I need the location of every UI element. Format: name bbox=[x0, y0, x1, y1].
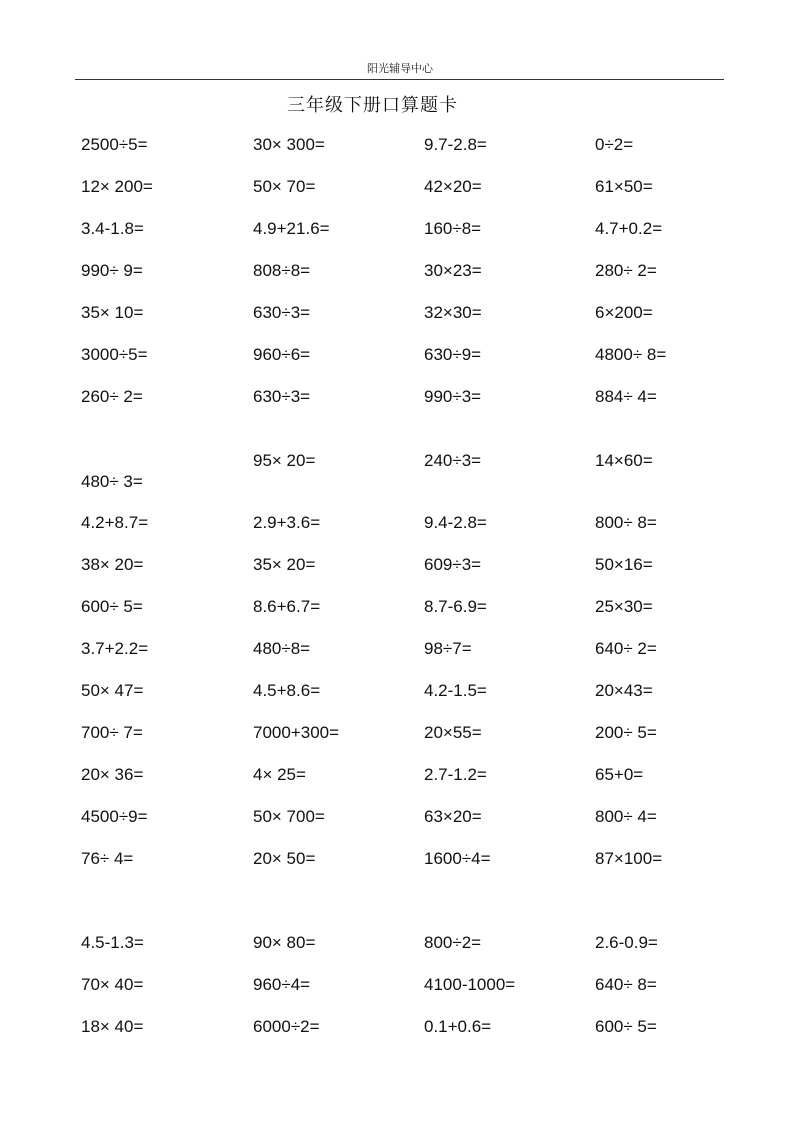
problem-cell: 800÷ 4= bbox=[595, 807, 657, 826]
problem-row bbox=[0, 511, 800, 537]
problem-row bbox=[0, 763, 800, 789]
problem-cell: 160÷8= bbox=[424, 219, 482, 238]
problem-cell: 76÷ 4= bbox=[81, 849, 134, 868]
problem-cell: 50×16= bbox=[595, 555, 653, 574]
problem-cell: 6×200= bbox=[595, 303, 653, 322]
problem-row bbox=[0, 973, 800, 999]
header-divider bbox=[75, 79, 724, 80]
problem-cell: 30×23= bbox=[424, 261, 482, 280]
problem-cell: 200÷ 5= bbox=[595, 723, 657, 742]
problem-row bbox=[0, 553, 800, 579]
problem-cell: 90× 80= bbox=[253, 933, 316, 952]
problem-cell: 600÷ 5= bbox=[81, 597, 143, 616]
problem-cell: 800÷ 8= bbox=[595, 513, 657, 532]
problem-cell: 960÷4= bbox=[253, 975, 311, 994]
problem-row bbox=[0, 1015, 800, 1041]
problem-cell: 4.5+8.6= bbox=[253, 681, 321, 700]
problem-cell: 9.4-2.8= bbox=[424, 513, 487, 532]
problem-cell: 70× 40= bbox=[81, 975, 144, 994]
problem-row bbox=[0, 637, 800, 663]
problem-cell: 98÷7= bbox=[424, 639, 472, 658]
problem-cell: 240÷3= bbox=[424, 451, 482, 470]
problem-row bbox=[0, 931, 800, 957]
problem-cell: 630÷3= bbox=[253, 303, 311, 322]
problem-cell: 280÷ 2= bbox=[595, 261, 657, 280]
problem-row bbox=[0, 679, 800, 705]
problem-cell: 4500÷9= bbox=[81, 807, 148, 826]
problem-cell: 4800÷ 8= bbox=[595, 345, 667, 364]
problem-cell: 2.6-0.9= bbox=[595, 933, 658, 952]
problem-cell: 800÷2= bbox=[424, 933, 482, 952]
problem-cell: 990÷3= bbox=[424, 387, 482, 406]
problem-cell: 808÷8= bbox=[253, 261, 311, 280]
problem-cell: 7000+300= bbox=[253, 723, 340, 742]
problem-row bbox=[0, 343, 800, 369]
problem-cell: 990÷ 9= bbox=[81, 261, 143, 280]
problem-cell: 260÷ 2= bbox=[81, 387, 143, 406]
problem-cell: 4.2+8.7= bbox=[81, 513, 149, 532]
problem-row bbox=[0, 847, 800, 873]
problem-row bbox=[0, 133, 800, 159]
problem-cell: 63×20= bbox=[424, 807, 482, 826]
problem-cell: 3.7+2.2= bbox=[81, 639, 149, 658]
problem-cell: 2.9+3.6= bbox=[253, 513, 321, 532]
problem-cell: 8.7-6.9= bbox=[424, 597, 487, 616]
problem-cell: 12× 200= bbox=[81, 177, 153, 196]
problem-cell: 50× 70= bbox=[253, 177, 316, 196]
header-center-name: 阳光辅导中心 bbox=[367, 62, 433, 75]
problem-cell: 4.5-1.3= bbox=[81, 933, 144, 952]
problem-cell: 2.7-1.2= bbox=[424, 765, 487, 784]
problem-cell: 884÷ 4= bbox=[595, 387, 657, 406]
problem-cell: 4.2-1.5= bbox=[424, 681, 487, 700]
problem-cell: 600÷ 5= bbox=[595, 1017, 657, 1036]
problem-cell: 3000÷5= bbox=[81, 345, 148, 364]
problem-cell: 4100-1000= bbox=[424, 975, 516, 994]
problem-cell: 480÷8= bbox=[253, 639, 311, 658]
problem-cell: 700÷ 7= bbox=[81, 723, 143, 742]
problem-row bbox=[0, 385, 800, 411]
problem-cell: 480÷ 3= bbox=[81, 472, 143, 491]
problem-cell: 18× 40= bbox=[81, 1017, 144, 1036]
problem-row bbox=[0, 259, 800, 285]
problem-cell: 1600÷4= bbox=[424, 849, 491, 868]
problem-row bbox=[0, 595, 800, 621]
problem-cell: 14×60= bbox=[595, 451, 653, 470]
problem-cell: 30× 300= bbox=[253, 135, 325, 154]
problem-row bbox=[0, 217, 800, 243]
problem-cell: 38× 20= bbox=[81, 555, 144, 574]
problem-cell: 3.4-1.8= bbox=[81, 219, 144, 238]
problem-row bbox=[0, 470, 800, 496]
problem-cell: 630÷9= bbox=[424, 345, 482, 364]
problem-cell: 35× 10= bbox=[81, 303, 144, 322]
problem-cell: 65+0= bbox=[595, 765, 644, 784]
problem-row bbox=[0, 175, 800, 201]
problem-cell: 20× 36= bbox=[81, 765, 144, 784]
problem-cell: 960÷6= bbox=[253, 345, 311, 364]
problem-cell: 4× 25= bbox=[253, 765, 306, 784]
problem-cell: 2500÷5= bbox=[81, 135, 148, 154]
problem-cell: 61×50= bbox=[595, 177, 653, 196]
problem-cell: 42×20= bbox=[424, 177, 482, 196]
problem-cell: 4.7+0.2= bbox=[595, 219, 663, 238]
problem-cell: 50× 47= bbox=[81, 681, 144, 700]
problem-row bbox=[0, 721, 800, 747]
problem-cell: 6000÷2= bbox=[253, 1017, 320, 1036]
problem-cell: 0÷2= bbox=[595, 135, 634, 154]
problem-cell: 32×30= bbox=[424, 303, 482, 322]
problem-cell: 95× 20= bbox=[253, 451, 316, 470]
page-title: 三年级下册口算题卡 bbox=[287, 95, 458, 116]
problem-cell: 4.9+21.6= bbox=[253, 219, 330, 238]
problem-cell: 20× 50= bbox=[253, 849, 316, 868]
problem-cell: 609÷3= bbox=[424, 555, 482, 574]
problem-cell: 35× 20= bbox=[253, 555, 316, 574]
problem-row bbox=[0, 301, 800, 327]
problem-cell: 630÷3= bbox=[253, 387, 311, 406]
problem-cell: 87×100= bbox=[595, 849, 663, 868]
problem-cell: 20×55= bbox=[424, 723, 482, 742]
problem-cell: 25×30= bbox=[595, 597, 653, 616]
problem-cell: 20×43= bbox=[595, 681, 653, 700]
problem-cell: 640÷ 2= bbox=[595, 639, 657, 658]
problem-cell: 9.7-2.8= bbox=[424, 135, 487, 154]
problem-cell: 8.6+6.7= bbox=[253, 597, 321, 616]
problem-cell: 640÷ 8= bbox=[595, 975, 657, 994]
problem-row bbox=[0, 805, 800, 831]
problem-cell: 50× 700= bbox=[253, 807, 325, 826]
problem-cell: 0.1+0.6= bbox=[424, 1017, 492, 1036]
